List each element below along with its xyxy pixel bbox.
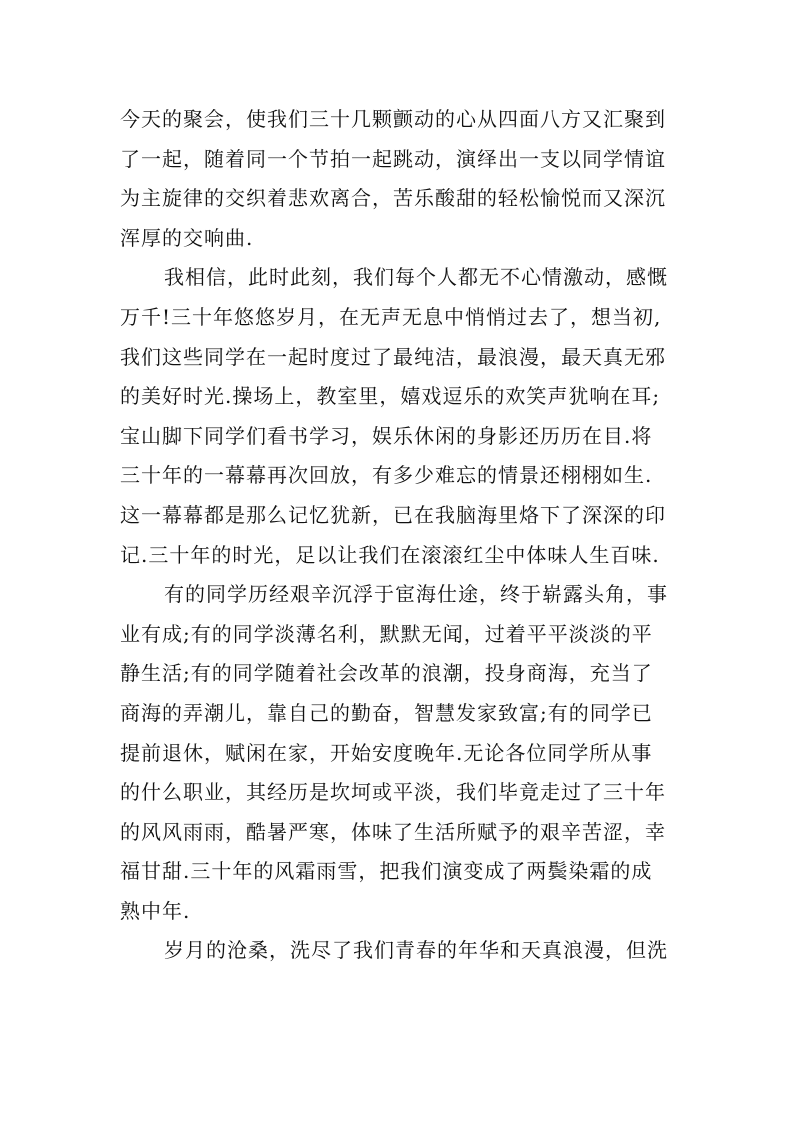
text-line: 这一幕幕都是那么记忆犹新，已在我脑海里烙下了深深的印 [120, 502, 666, 527]
paragraph-1 [120, 100, 680, 258]
body-text [120, 100, 680, 971]
text-line: 我们这些同学在一起时度过了最纯洁，最浪漫，最天真无邪 [120, 344, 666, 369]
text-line: 浑厚的交响曲. [120, 225, 254, 250]
paragraph-4 [120, 931, 680, 971]
text-line: 岁月的沧桑，洗尽了我们青春的年华和天真浪漫，但洗 [164, 938, 668, 963]
text-line: 提前退休，赋闲在家，开始安度晚年.无论各位同学所从事 [120, 740, 653, 765]
text-line: 万千!三十年悠悠岁月，在无声无息中悄悄过去了，想当初, [120, 304, 662, 329]
text-line: 我相信，此时此刻，我们每个人都无不心情激动，感慨 [164, 265, 668, 290]
text-line: 的风风雨雨，酷暑严寒，体味了生活所赋予的艰辛苦涩，幸 [120, 819, 666, 844]
text-line: 的美好时光.操场上，教室里，嬉戏逗乐的欢笑声犹响在耳; [120, 384, 661, 409]
text-line: 记.三十年的时光，足以让我们在滚滚红尘中体味人生百味. [120, 542, 660, 567]
text-line: 商海的弄潮儿，靠自己的勤奋，智慧发家致富;有的同学已 [120, 700, 653, 725]
text-line: 了一起，随着同一个节拍一起跳动，演绎出一支以同学情谊 [120, 146, 666, 171]
text-line: 福甘甜.三十年的风霜雨雪，把我们演变成了两鬓染霜的成 [120, 859, 653, 884]
text-line: 有的同学历经艰辛沉浮于宦海仕途，终于崭露头角，事 [164, 582, 668, 607]
paragraph-2 [120, 258, 680, 575]
paragraph-3 [120, 575, 680, 931]
text-line: 为主旋律的交织着悲欢离合，苦乐酸甜的轻松愉悦而又深沉 [120, 186, 666, 211]
text-line: 静生活;有的同学随着社会改革的浪潮，投身商海，充当了 [120, 661, 653, 686]
text-line: 宝山脚下同学们看书学习，娱乐休闲的身影还历历在目.将 [120, 423, 653, 448]
text-line: 三十年的一幕幕再次回放，有多少难忘的情景还栩栩如生. [120, 463, 653, 488]
text-line: 今天的聚会，使我们三十几颗颤动的心从四面八方又汇聚到 [120, 107, 666, 131]
text-line: 的什么职业，其经历是坎坷或平淡，我们毕竟走过了三十年 [120, 780, 666, 805]
text-line: 熟中年. [120, 898, 191, 923]
text-line: 业有成;有的同学淡薄名利，默默无闻，过着平平淡淡的平 [120, 621, 653, 646]
